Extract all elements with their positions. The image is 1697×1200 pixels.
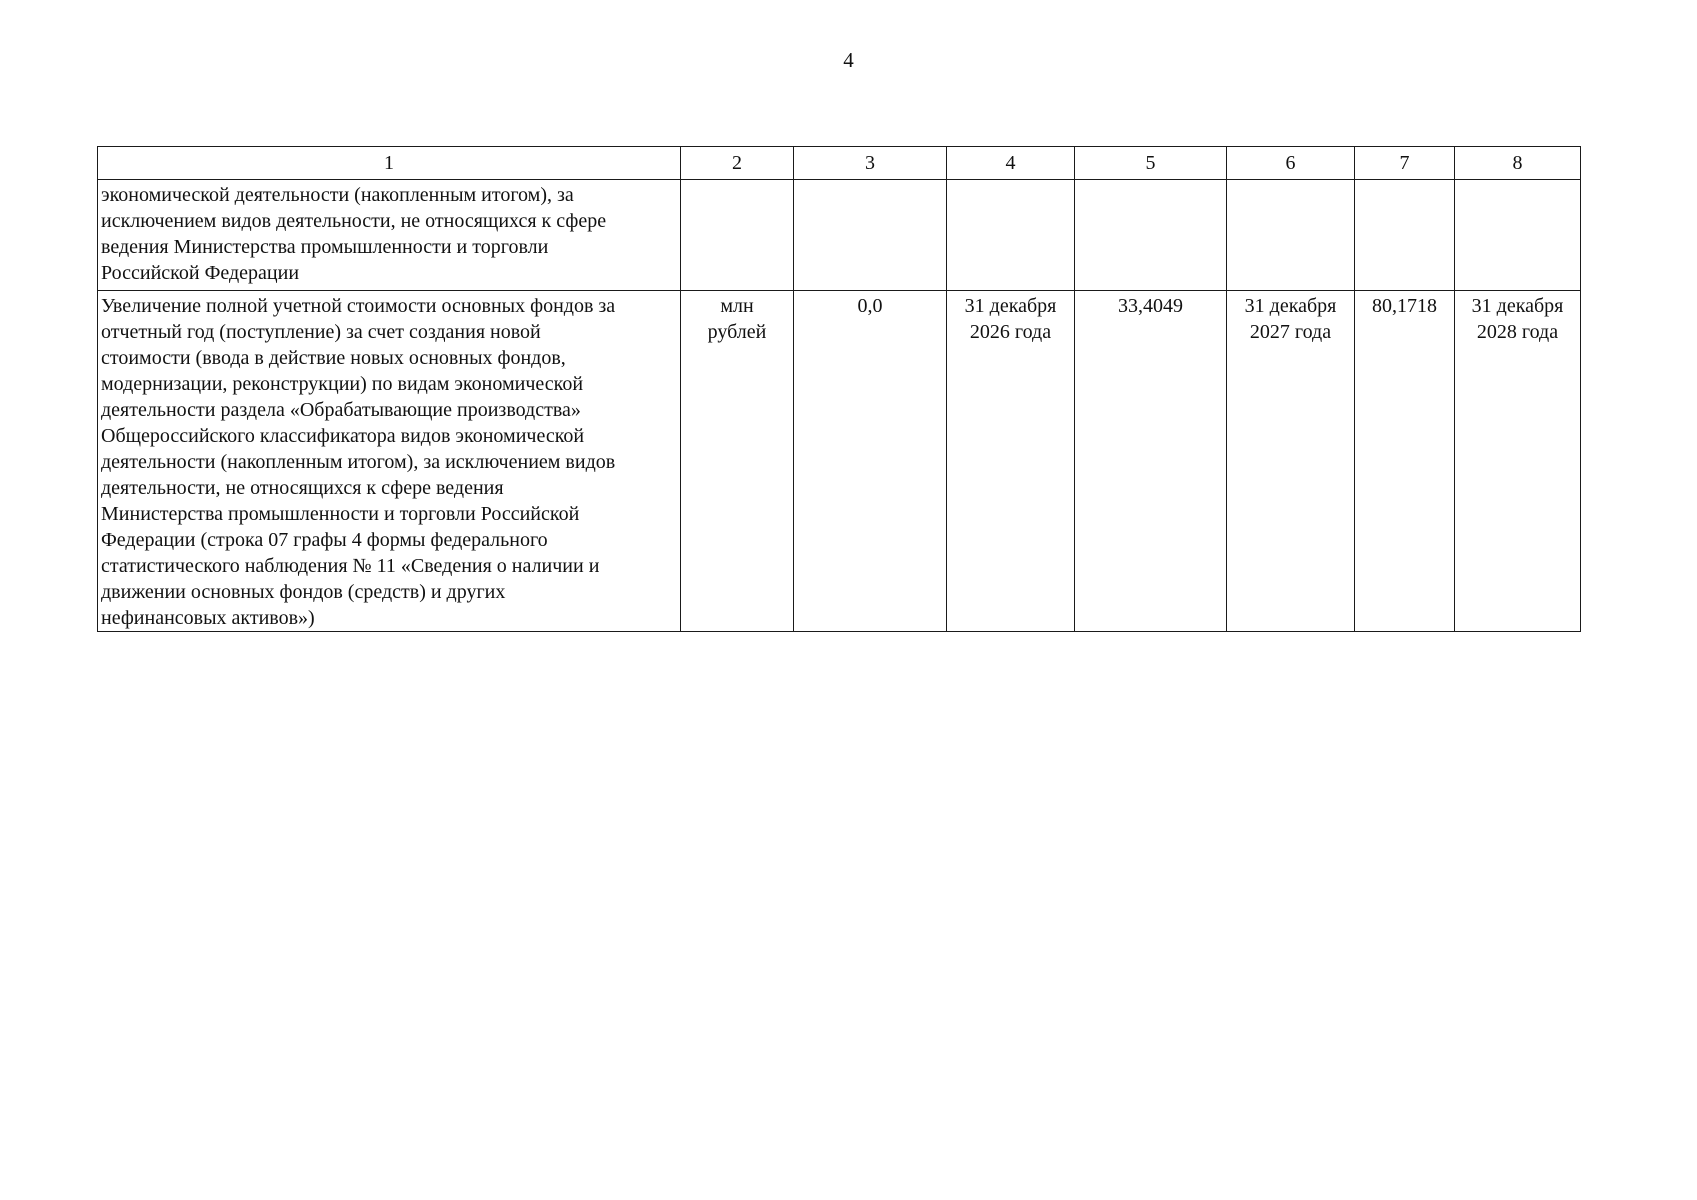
base-value-cell: 0,0 <box>794 291 947 632</box>
table-row <box>98 291 1581 632</box>
date-line: 31 декабря <box>1471 295 1564 317</box>
unit-line: рублей <box>707 321 767 343</box>
column-number: 6 <box>1227 147 1355 180</box>
indicator-name-line: деятельности раздела «Обрабатывающие производства» <box>101 399 581 421</box>
date-cell <box>1227 180 1355 291</box>
unit-line: млн <box>720 295 754 317</box>
indicator-name-line: Увеличение полной учетной стоимости основных фондов за <box>101 295 616 317</box>
column-number: 8 <box>1455 147 1581 180</box>
value-cell: 80,1718 <box>1355 291 1455 632</box>
date-line: 31 декабря <box>1244 295 1337 317</box>
table-row <box>98 180 1581 291</box>
date-cell <box>947 291 1075 632</box>
indicator-name-line: ведения Министерства промышленности и торговли <box>101 236 549 258</box>
indicator-name-line: движении основных фондов (средств) и других <box>101 581 506 603</box>
indicator-name-line: Министерства промышленности и торговли Российской <box>101 503 580 525</box>
column-number: 7 <box>1355 147 1455 180</box>
indicator-name-line: деятельности, не относящихся к сфере ведения <box>101 477 504 499</box>
indicator-name-line: Российской Федерации <box>101 262 300 284</box>
unit-cell <box>681 291 794 632</box>
date-cell <box>1227 291 1355 632</box>
indicator-name-line: отчетный год (поступление) за счет создания новой <box>101 321 541 343</box>
indicator-name-line: статистического наблюдения № 11 «Сведения о наличии и <box>101 555 600 577</box>
indicator-name-line: нефинансовых активов») <box>101 607 315 629</box>
page-number: 4 <box>843 48 854 72</box>
date-cell <box>947 180 1075 291</box>
table-header-row <box>98 147 1581 180</box>
date-cell <box>1455 180 1581 291</box>
column-number: 2 <box>681 147 794 180</box>
unit-cell <box>681 180 794 291</box>
indicator-name-line: Федерации (строка 07 графы 4 формы федерального <box>101 529 548 551</box>
column-number: 1 <box>98 147 681 180</box>
date-line: 31 декабря <box>964 295 1057 317</box>
indicator-name-line: деятельности (накопленным итогом), за исключением видов <box>101 451 616 473</box>
column-number: 5 <box>1075 147 1227 180</box>
value-cell <box>1075 180 1227 291</box>
date-cell <box>1455 291 1581 632</box>
column-number: 3 <box>794 147 947 180</box>
indicator-name-line: исключением видов деятельности, не относящихся к сфере <box>101 210 607 232</box>
date-line: 2027 года <box>1249 321 1332 343</box>
indicator-name-cell <box>98 291 681 632</box>
date-line: 2028 года <box>1476 321 1559 343</box>
value-cell: 33,4049 <box>1075 291 1227 632</box>
value-cell <box>1355 180 1455 291</box>
indicator-name-line: экономической деятельности (накопленным итогом), за <box>101 184 574 206</box>
indicator-name-line: модернизации, реконструкции) по видам экономической <box>101 373 584 395</box>
indicator-table <box>97 146 1581 632</box>
indicator-name-line: Общероссийского классификатора видов экономической <box>101 425 585 447</box>
base-value-cell <box>794 180 947 291</box>
indicator-name-line: стоимости (ввода в действие новых основных фондов, <box>101 347 566 369</box>
indicator-name-cell <box>98 180 681 291</box>
column-number: 4 <box>947 147 1075 180</box>
date-line: 2026 года <box>969 321 1052 343</box>
